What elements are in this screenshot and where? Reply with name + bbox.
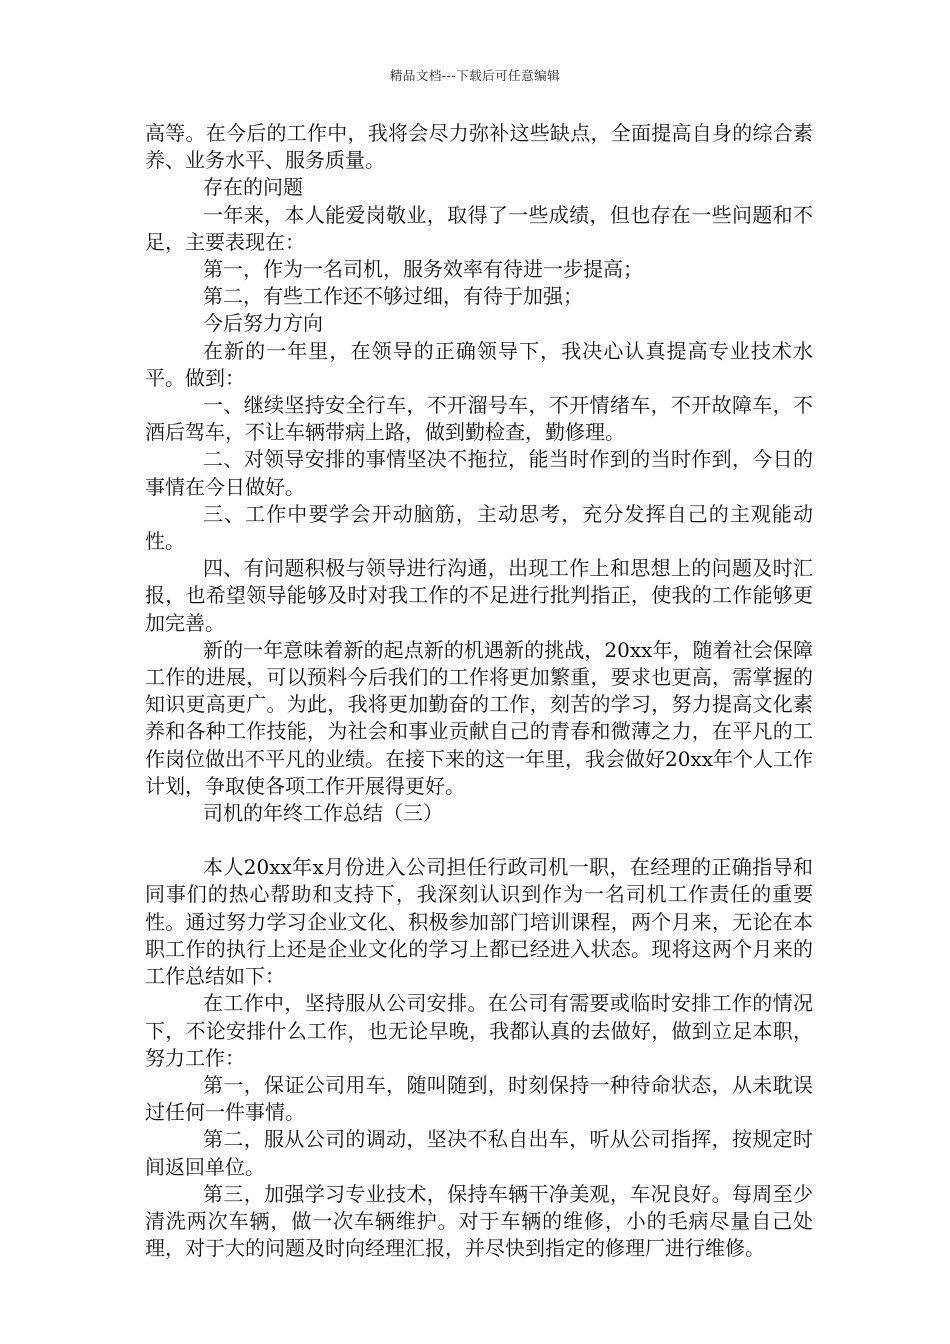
paragraph: 新的一年意味着新的起点新的机遇新的挑战，20xx年，随着社会保障工作的进展，可以预料今后我们的工作将更加繁重，要求也更高，需掌握的知识更高更广。为此，我将更加勤奋的工作，刻苦的学习，努力提高文化素养和各种工作技能，为社会和事业贡献自己的青春和微薄之力，在平凡的工作岗位做出不平凡的业绩。在接下来的这一年里，我会做好20xx年个人工作计划，争取使各项工作开展得更好。 — [145, 637, 814, 798]
paragraph: 本人20xx年x月份进入公司担任行政司机一职，在经理的正确指导和同事们的热心帮助和支持下，我深刻认识到作为一名司机工作责任的重要性。通过努力学习企业文化、积极参加部门培训课程，两个月来，无论在本职工作的执行上还是企业文化的学习上都已经进入状态。现将这两个月来的工作总结如下： — [145, 855, 813, 989]
paragraph: 二、对领导安排的事情坚决不拖拉，能当时作到的当时作到，今日的事情在今日做好。 — [145, 447, 813, 499]
paragraph: 第一，保证公司用车，随叫随到，时刻保持一种待命状态，从未耽误过任何一件事情。 — [145, 1072, 813, 1125]
paragraph: 在工作中，坚持服从公司安排。在公司有需要或临时安排工作的情况下，不论安排什么工作，也无论早晚，我都认真的去做好，做到立足本职，努力工作： — [145, 991, 813, 1070]
paragraph: 存在的问题 — [203, 175, 303, 200]
paragraph: 第二，有些工作还不够过细，有待于加强； — [203, 284, 583, 309]
paragraph: 今后努力方向 — [203, 311, 323, 336]
paragraph: 四、有问题积极与领导进行沟通，出现工作上和思想上的问题及时汇报，也希望领导能够及时对我工作的不足进行批判指正，使我的工作能够更加完善。 — [145, 556, 813, 635]
paragraph: 第一，作为一名司机，服务效率有待进一步提高； — [203, 257, 643, 282]
paragraph: 第二，服从公司的调动，坚决不私自出车，听从公司指挥，按规定时间返回单位。 — [145, 1127, 813, 1179]
paragraph: 一年来，本人能爱岗敬业，取得了一些成绩，但也存在一些问题和不足，主要表现在： — [145, 202, 813, 254]
paragraph: 三、工作中要学会开动脑筋，主动思考，充分发挥自己的主观能动性。 — [145, 501, 813, 554]
paragraph: 高等。在今后的工作中，我将会尽力弥补这些缺点，全面提高自身的综合素养、业务水平、服务质量。 — [145, 121, 813, 173]
document-body — [145, 120, 813, 1262]
paragraph: 在新的一年里，在领导的正确领导下，我决心认真提高专业技术水平。做到： — [145, 338, 813, 390]
paragraph: 第三，加强学习专业技术，保持车辆干净美观，车况良好。每周至少清洗两次车辆，做一次车辆维护。对于车辆的维修，小的毛病尽量自己处理，对于大的问题及时向经理汇报，并尽快到指定的修理厂进行维修。 — [145, 1181, 813, 1261]
page-header: 精品文档---下载后可任意编辑 — [389, 68, 561, 83]
paragraph-spacer — [145, 827, 813, 854]
paragraph: 一、继续坚持安全行车，不开溜号车，不开情绪车，不开故障车，不酒后驾车，不让车辆带病上路，做到勤检查，勤修理。 — [145, 393, 813, 445]
paragraph: 司机的年终工作总结（三） — [203, 801, 443, 826]
